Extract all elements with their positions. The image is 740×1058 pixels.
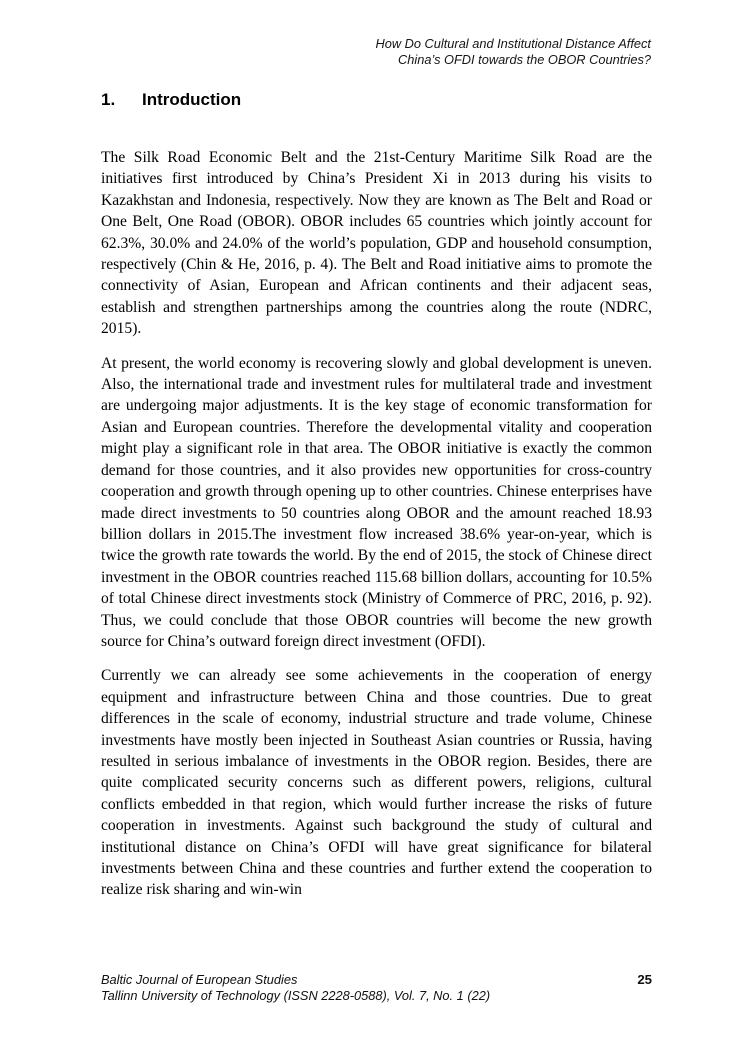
running-head-line-1: How Do Cultural and Institutional Distance Affect [375, 36, 651, 51]
paragraph-intro-obor: The Silk Road Economic Belt and the 21st-Century Maritime Silk Road are the initiatives first introduced by China’s President Xi in 2013 during his visits to Kazakhstan and Indonesia, respectively. Now they are known as The Belt and Road or One Belt, One Road (OBOR). OBOR includes 65 countries which jointly account for 62.3%, 30.0% and 24.0% of the world’s population, GDP and household consumption, respectively (Chin & He, 2016, p. 4). The Belt and Road initiative aims to promote the connectivity of Asian, European and African continents and their adjacent seas, establish and strengthen partnerships among the countries along the route (NDRC, 2015). [101, 149, 652, 338]
page-footer [101, 972, 652, 1004]
footer-journal-info [101, 972, 490, 1004]
footer-publisher-line: Tallinn University of Technology (ISSN 2228-0588), Vol. 7, No. 1 (22) [101, 988, 491, 1003]
footer-journal-name: Baltic Journal of European Studies [101, 972, 298, 987]
section-heading [101, 90, 241, 110]
body-text [101, 147, 652, 914]
paragraph-world-economy: At present, the world economy is recovering slowly and global development is uneven. Also, the international trade and investment rules for multilateral trade and investment are undergoing major adjustments. It is the key stage of economic transformation for Asian and European countries. Therefore the developmental vitality and cooperation might play a significant role in that area. The OBOR initiative is exactly the common demand for those countries, and it also provides new opportunities for cross-country cooperation and growth through opening up to other countries. Chinese enterprises have made direct investments to 50 countries along OBOR and the amount reached 18.93 billion dollars in 2015.The investment flow increased 38.6% year-on-year, which is twice the growth rate towards the world. By the end of 2015, the stock of Chinese direct investment in the OBOR countries reached 115.68 billion dollars, accounting for 10.5% of total Chinese direct investments stock (Ministry of Commerce of PRC, 2016, p. 92). Thus, we could conclude that those OBOR countries will become the new growth source for China’s outward foreign direct investment (OFDI). [101, 354, 652, 650]
running-head-line-2: China’s OFDI towards the OBOR Countries? [398, 51, 651, 67]
page-number: 25 [637, 972, 652, 987]
section-title: Introduction [142, 90, 242, 109]
section-number: 1. [101, 90, 116, 109]
paragraph-cooperation-achievements: Currently we can already see some achievements in the cooperation of energy equipment and infrastructure between China and those countries. Due to great differences in the scale of economy, industrial structure and trade volume, Chinese investments have mostly been injected in Southeast Asian countries or Russia, having resulted in serious imbalance of investments in the OBOR region. Besides, there are quite complicated security concerns such as different powers, religions, cultural conflicts embedded in that region, which would further increase the risks of future cooperation in investments. Against such background the study of cultural and institutional distance on China’s OFDI will have great significance for bilateral investments between China and these countries and further extend the cooperation to realize risk sharing and win-win [101, 667, 652, 899]
running-head [100, 36, 651, 68]
